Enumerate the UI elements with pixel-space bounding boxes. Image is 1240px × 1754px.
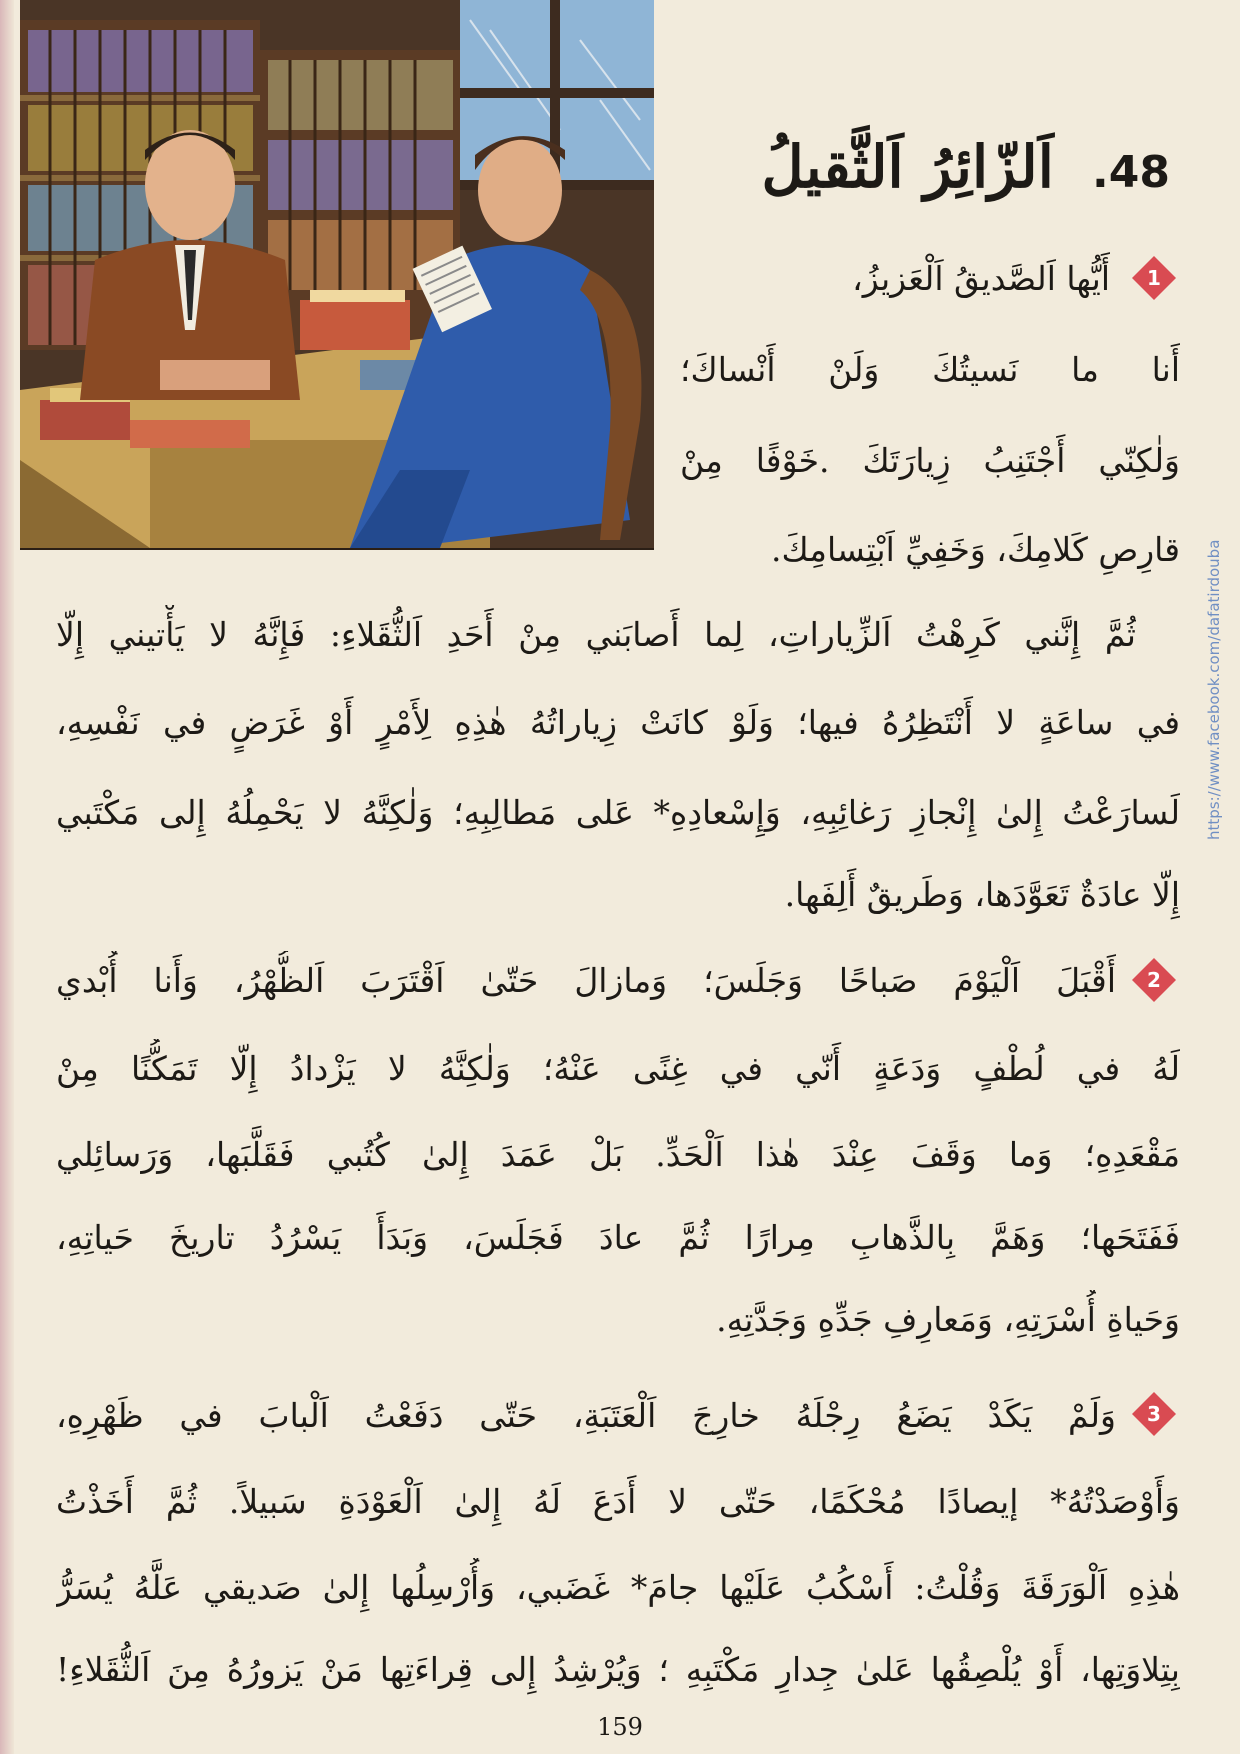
text-line: لَسارَعْتُ إِلىٰ إِنْجازِ رَغائِبِهِ، وَإِسْعادِهِ* عَلى مَطالِبِهِ؛ وَلٰكِنَّهُ لا يَحْمِلُهُ إِلى مَكْتَبي <box>56 793 1180 832</box>
watermark-url: https://www.facebook.com/dafatirdouba <box>1205 539 1223 840</box>
paragraph-marker-number: 3 <box>1147 1402 1161 1426</box>
page-number: 159 <box>597 1713 643 1741</box>
text-line: وَأَوْصَدْتُهُ* إيصادًا مُحْكَمًا، حَتّى لا أَدَعَ لَهُ إِلىٰ اَلْعَوْدَةِ سَبيلاً. ثُمَّ أَخَذْتُ <box>56 1482 1180 1521</box>
text-line: لَهُ في لُطْفٍ وَدَعَةٍ أَنّي في غِنًى عَنْهُ؛ وَلٰكِنَّهُ لا يَزْدادُ إِلّا تَمَكُّنًا مِنْ <box>56 1049 1180 1088</box>
paragraph-marker-2 <box>1132 958 1176 1002</box>
text-line: فَفَتَحَها؛ وَهَمَّ بِالذَّهابِ مِرارًا ثُمَّ عادَ فَجَلَسَ، وَبَدَأَ يَسْرُدُ تاريخَ حَياتِهِ، <box>56 1218 1180 1257</box>
paragraph-marker-3 <box>1132 1392 1176 1436</box>
illustration-library-scene <box>20 0 654 550</box>
text-line: هٰذِهِ اَلْوَرَقَةَ وَقُلْتُ: أَسْكُبُ عَلَيْها جامَ* غَضَبي، وَأُرْسِلُها إِلىٰ صَديقي عَلَّهُ يُسَرُّ <box>56 1568 1180 1607</box>
text-line: مَقْعَدِهِ؛ وَما وَقَفَ عِنْدَ هٰذا اَلْحَدِّ. بَلْ عَمَدَ إِلىٰ كُتُبي فَقَلَّبَها، وَرَسائِلي <box>56 1135 1180 1174</box>
lesson-title <box>690 112 1170 222</box>
text-line: إِلّا عادَةٌ تَعَوَّدَها، وَطَريقٌ أَلِفَها. <box>784 875 1180 914</box>
text-line: أَقْبَلَ اَلْيَوْمَ صَباحًا وَجَلَسَ؛ وَمازالَ حَتّىٰ اَقْتَرَبَ اَلظُّهْرُ، وَأَنا أُبْدي <box>56 961 1116 1000</box>
text-line: بِتِلاوَتِها، أَوْ يُلْصِقُها عَلىٰ جِدارِ مَكْتَبِهِ ؛ وَيُرْشِدُ إِلى قِراءَتِها مَنْ يَزورُهُ مِنَ اَلثُّقَلاءِ! <box>56 1650 1180 1689</box>
text-line: وَلٰكِنّي أَجْتَنِبُ زِيارَتَكَ .خَوْفًا مِنْ <box>680 441 1180 480</box>
text-line: ثُمَّ إِنَّني كَرِهْتُ اَلزِّياراتِ، لِما أَصابَني مِنْ أَحَدِ اَلثُّقَلاءِ: فَإِنَّهُ لا يَأْتيني إِلّا <box>56 615 1136 654</box>
text-line: قارِصِ كَلامِكَ، وَخَفِيِّ اَبْتِسامِكَ. <box>771 530 1180 569</box>
lesson-number: 48. <box>1092 147 1170 198</box>
page-edge <box>0 0 14 1754</box>
paragraph-marker-1 <box>1132 256 1176 300</box>
text-line: أَنا ما نَسيتُكَ وَلَنْ أَنْساكَ؛ <box>680 350 1180 389</box>
text-line: وَلَمْ يَكَدْ يَضَعُ رِجْلَهُ خارِجَ اَلْعَتَبَةِ، حَتّى دَفَعْتُ اَلْبابَ في ظَهْرِهِ، <box>56 1396 1116 1435</box>
paragraph-marker-number: 2 <box>1147 968 1161 992</box>
lesson-title-text: اَلزّائِرُ اَلثَّقيلُ <box>761 133 1054 201</box>
paragraph-marker-number: 1 <box>1147 266 1161 290</box>
text-line: وَحَياةِ أُسْرَتِهِ، وَمَعارِفِ جَدِّهِ وَجَدَّتِهِ. <box>716 1300 1180 1339</box>
text-line: أَيُّها اَلصَّديقُ اَلْعَزيزُ، <box>852 259 1110 298</box>
text-line: في ساعَةٍ لا أَنْتَظِرُهُ فيها؛ وَلَوْ كانَتْ زِياراتُهُ هٰذِهِ لِأَمْرٍ أَوْ غَرَضٍ في نَفْسِهِ، <box>56 703 1180 742</box>
